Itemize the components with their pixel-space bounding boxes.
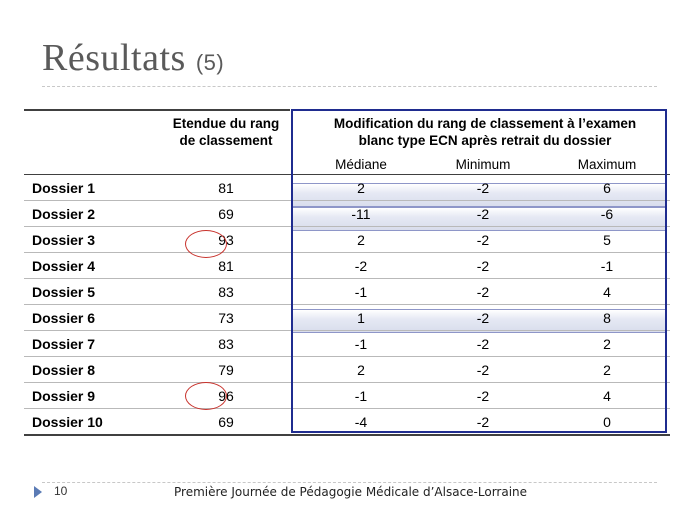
table-row: Dossier 1 81 2 -2 6 xyxy=(24,175,670,201)
results-table xyxy=(24,110,670,436)
footer-divider xyxy=(42,482,657,483)
header-etendue: Etendue du rang de classement xyxy=(172,116,280,148)
table-row: Dossier 7 83 -1 -2 2 xyxy=(24,331,670,357)
subheader-minimum: Minimum xyxy=(422,154,544,175)
table-row: Dossier 2 69 -11 -2 -6 xyxy=(24,201,670,227)
bullet-triangle-icon xyxy=(34,486,42,498)
slide-title-number: (5) xyxy=(195,50,225,75)
table-header-row xyxy=(24,110,670,154)
table-row: Dossier 6 73 1 -2 8 xyxy=(24,305,670,331)
table-row: Dossier 4 81 -2 -2 -1 xyxy=(24,253,670,279)
footer-text: Première Journée de Pédagogie Médicale d’Alsace-Lorraine xyxy=(174,485,528,499)
table-row: Dossier 5 83 -1 -2 4 xyxy=(24,279,670,305)
slide-title xyxy=(42,36,224,80)
table-row: Dossier 9 96 -1 -2 4 xyxy=(24,383,670,409)
table-row: Dossier 10 69 -4 -2 0 xyxy=(24,409,670,436)
table-row: Dossier 3 93 2 -2 5 xyxy=(24,227,670,253)
header-modification: Modification du rang de classement à l’examen blanc type ECN après retrait du dossier xyxy=(333,116,637,148)
slide-title-main: Résultats xyxy=(42,37,186,79)
subheader-mediane: Médiane xyxy=(300,154,422,175)
title-divider xyxy=(42,86,657,87)
table-subheader-row xyxy=(24,154,670,175)
page-number: 10 xyxy=(54,484,68,498)
subheader-maximum: Maximum xyxy=(544,154,670,175)
table-row: Dossier 8 79 2 -2 2 xyxy=(24,357,670,383)
